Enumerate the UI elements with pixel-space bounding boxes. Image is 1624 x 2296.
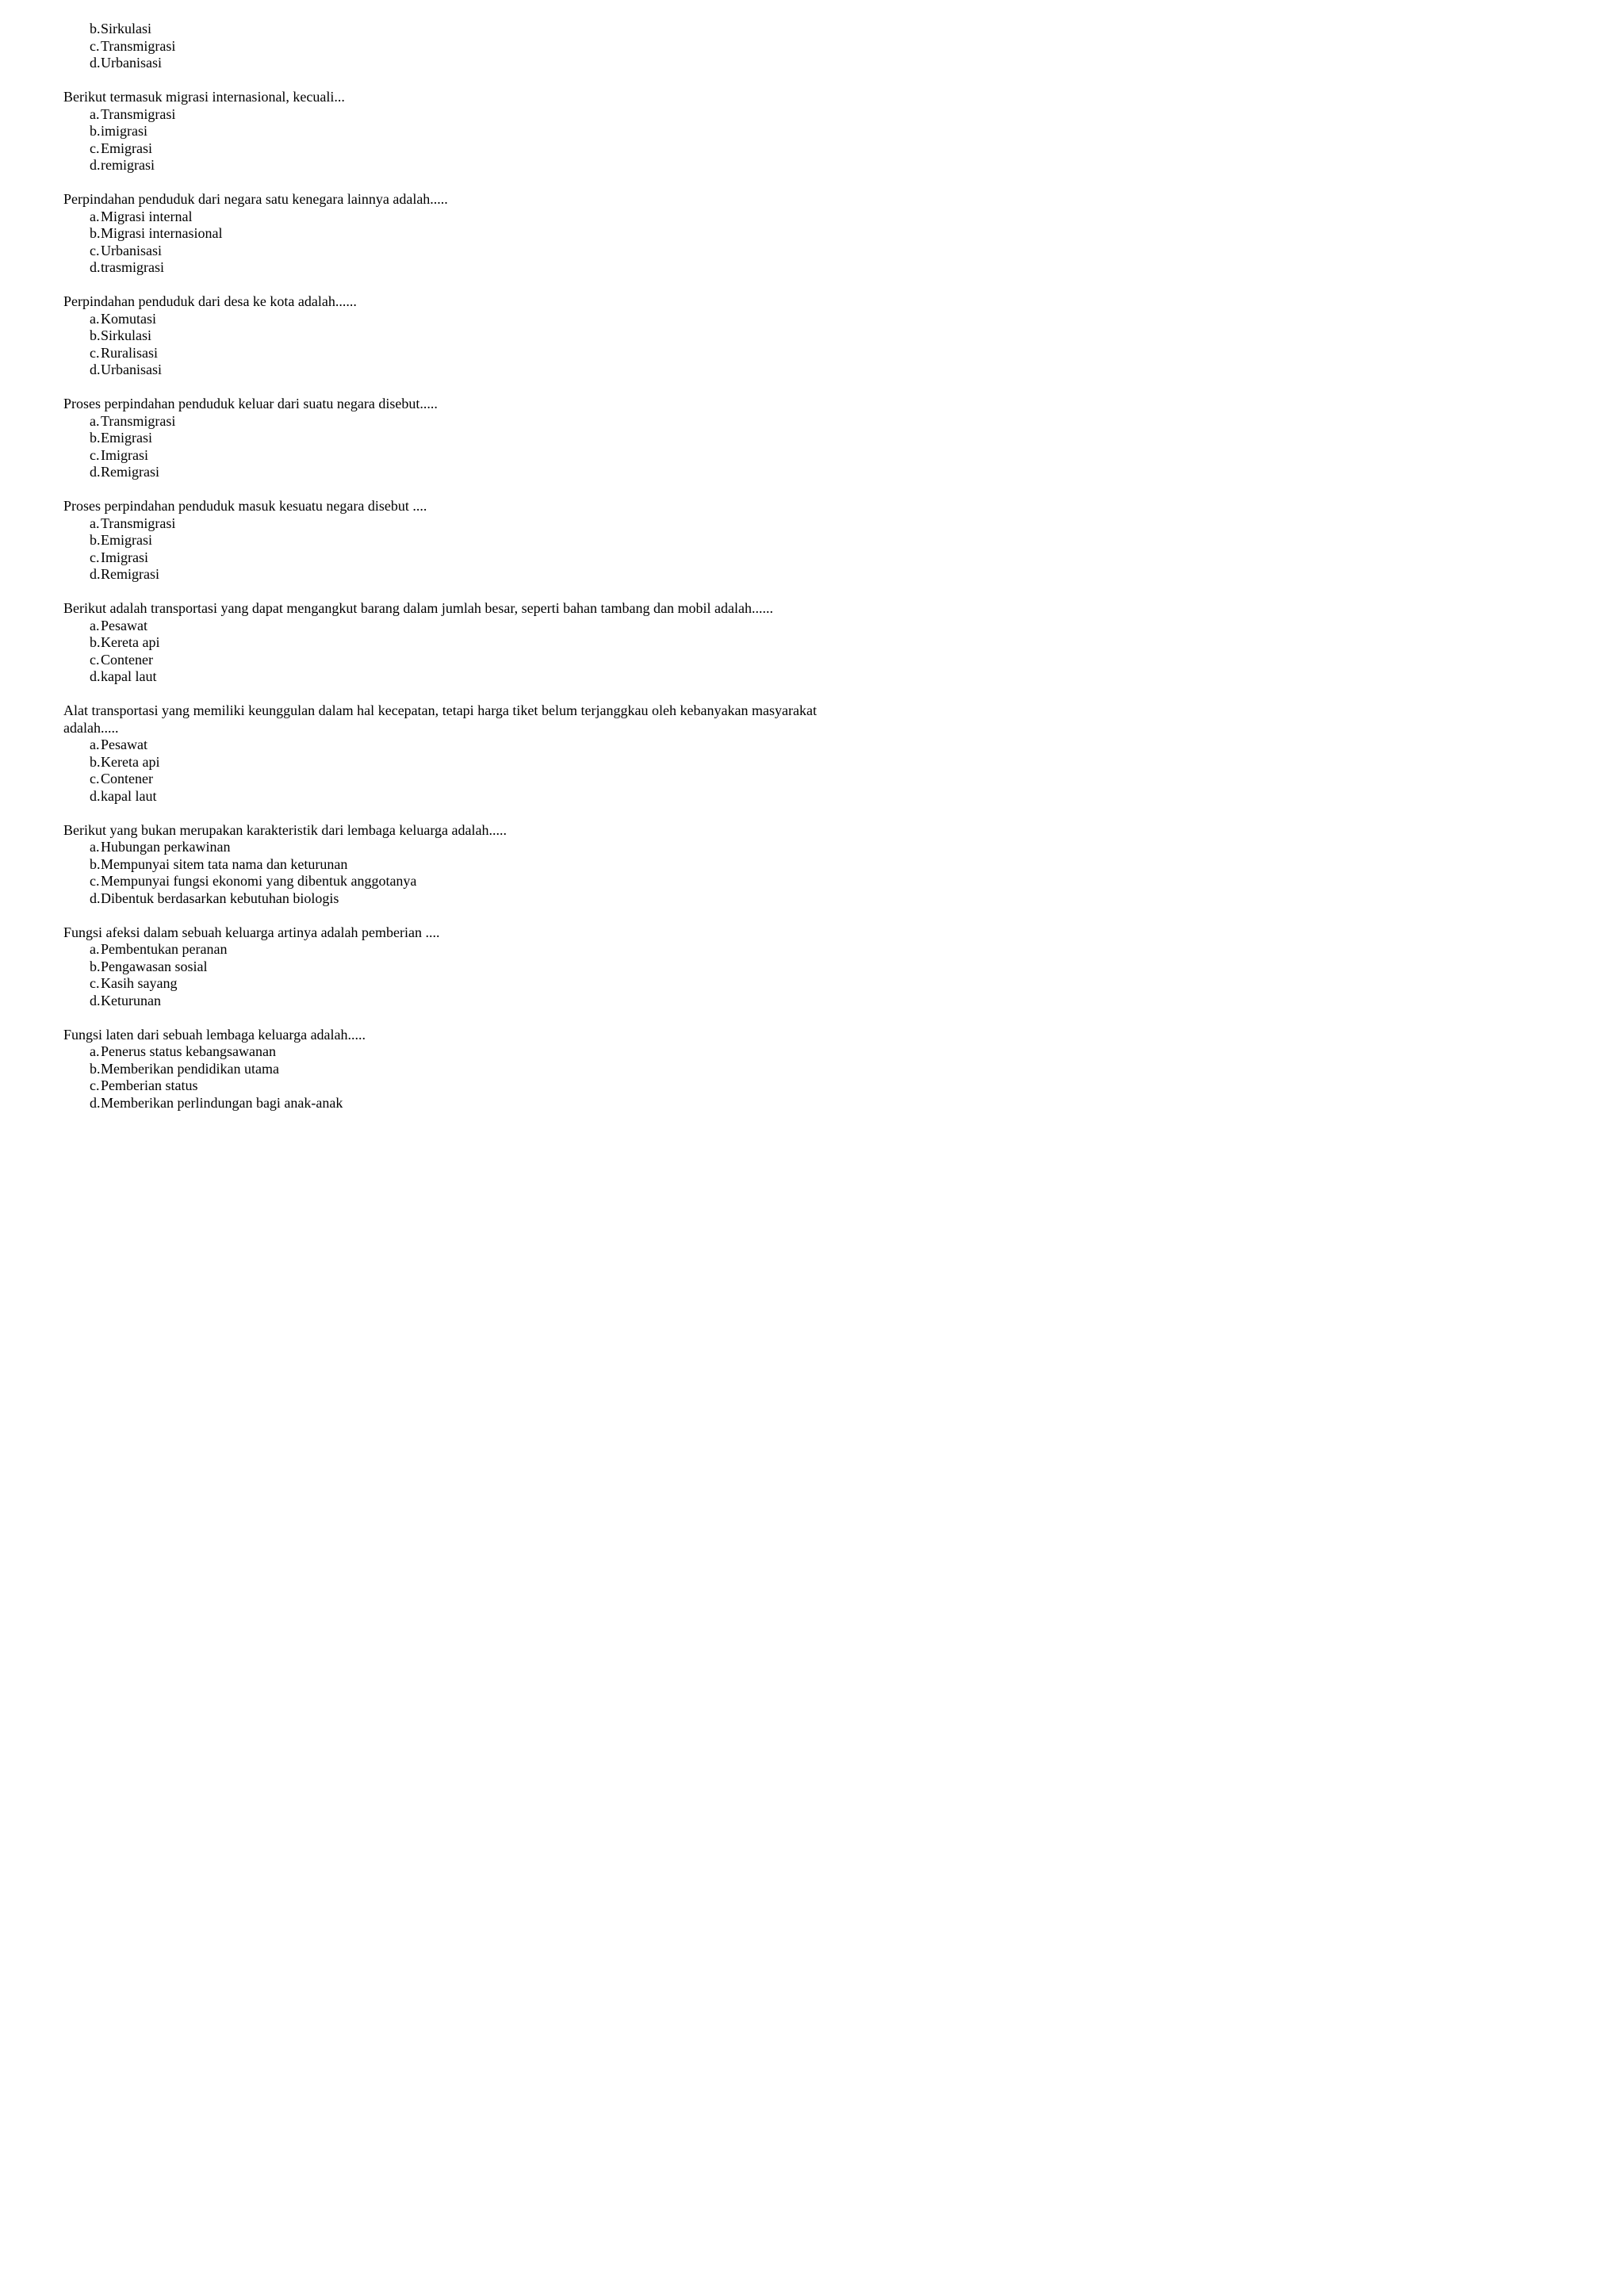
- option-text: Remigrasi: [101, 464, 159, 480]
- answer-option: [63, 55, 817, 72]
- answer-option: [63, 1095, 817, 1112]
- option-text: Remigrasi: [101, 566, 159, 582]
- option-letter: c.: [90, 873, 100, 889]
- option-text: kapal laut: [101, 787, 157, 804]
- answer-option: [63, 430, 817, 447]
- option-text: Kereta api: [101, 753, 160, 770]
- question-stem: Fungsi afeksi dalam sebuah keluarga artinya adalah pemberian ....: [63, 924, 440, 940]
- option-letter: d.: [90, 55, 101, 71]
- option-letter: c.: [90, 344, 100, 361]
- answer-option: [63, 157, 817, 174]
- answer-option: [63, 327, 817, 345]
- option-letter: c.: [90, 549, 100, 565]
- option-text: kapal laut: [101, 668, 157, 684]
- question-item: [63, 89, 817, 174]
- answer-option: [63, 21, 817, 38]
- option-text: Keturunan: [101, 992, 161, 1008]
- answer-option: [63, 788, 817, 806]
- answer-option: [63, 515, 817, 533]
- option-letter: b.: [90, 123, 101, 139]
- answer-options: [63, 839, 817, 907]
- option-letter: d.: [90, 362, 101, 377]
- answer-option: [63, 209, 817, 226]
- answer-options: [63, 413, 817, 481]
- answer-option: [63, 345, 817, 362]
- document-page: [0, 0, 872, 1234]
- answer-option: [63, 993, 817, 1010]
- answer-option: [63, 225, 817, 243]
- option-letter: a.: [90, 1043, 100, 1059]
- answer-option: [63, 1077, 817, 1095]
- option-letter: b.: [90, 430, 101, 446]
- option-letter: b.: [90, 634, 101, 650]
- option-letter: b.: [90, 1060, 101, 1077]
- option-letter: c.: [90, 242, 100, 258]
- answer-option: [63, 618, 817, 635]
- option-text: Sirkulasi: [101, 327, 152, 343]
- option-text: Urbanisasi: [101, 362, 162, 377]
- option-letter: d.: [90, 259, 101, 275]
- question-list: [63, 21, 817, 1129]
- question-stem: Fungsi laten dari sebuah lembaga keluarga adalah.....: [63, 1026, 366, 1043]
- answer-options: [63, 1043, 817, 1112]
- option-text: Ruralisasi: [101, 344, 158, 361]
- question-stem: Berikut termasuk migrasi internasional, kecuali...: [63, 89, 345, 105]
- answer-options: [63, 941, 817, 1009]
- question-item: [63, 293, 817, 379]
- answer-option: [63, 123, 817, 140]
- option-text: Kereta api: [101, 634, 160, 650]
- answer-option: [63, 38, 817, 55]
- option-letter: d.: [90, 157, 101, 173]
- option-letter: d.: [90, 1094, 101, 1111]
- option-text: Emigrasi: [101, 532, 152, 548]
- answer-option: [63, 549, 817, 567]
- option-letter: c.: [90, 771, 100, 786]
- option-text: Kasih sayang: [101, 975, 178, 991]
- answer-option: [63, 873, 817, 890]
- question-item: [63, 21, 817, 72]
- option-text: Contener: [101, 771, 153, 786]
- question-stem: Alat transportasi yang memiliki keunggulan dalam hal kecepatan, tetapi harga tiket belum terjanggkau oleh kebanyakan masyarakat adalah.....: [63, 702, 817, 736]
- option-text: Mempunyai sitem tata nama dan keturunan: [101, 855, 348, 872]
- answer-options: [63, 737, 817, 805]
- answer-options: [63, 209, 817, 277]
- option-letter: a.: [90, 941, 100, 957]
- option-text: Emigrasi: [101, 430, 152, 446]
- option-text: Emigrasi: [101, 140, 152, 156]
- question-item: [63, 924, 817, 1010]
- answer-option: [63, 464, 817, 481]
- question-item: [63, 191, 817, 277]
- option-text: Mempunyai fungsi ekonomi yang dibentuk anggotanya: [101, 873, 417, 889]
- answer-option: [63, 1043, 817, 1061]
- option-text: imigrasi: [101, 123, 147, 139]
- option-text: Urbanisasi: [101, 55, 162, 71]
- option-letter: c.: [90, 446, 100, 463]
- answer-option: [63, 856, 817, 874]
- option-text: remigrasi: [101, 157, 155, 173]
- answer-option: [63, 754, 817, 771]
- question-stem: Perpindahan penduduk dari negara satu kenegara lainnya adalah.....: [63, 191, 448, 207]
- option-letter: b.: [90, 855, 101, 872]
- answer-option: [63, 737, 817, 754]
- option-letter: c.: [90, 651, 100, 668]
- option-text: Transmigrasi: [101, 412, 176, 429]
- answer-option: [63, 362, 817, 379]
- answer-options: [63, 618, 817, 686]
- option-text: Sirkulasi: [101, 21, 152, 36]
- option-text: Transmigrasi: [101, 515, 176, 531]
- option-letter: c.: [90, 37, 100, 54]
- option-text: Hubungan perkawinan: [101, 839, 231, 855]
- option-letter: c.: [90, 1077, 100, 1093]
- option-letter: a.: [90, 839, 100, 855]
- answer-option: [63, 447, 817, 465]
- answer-option: [63, 532, 817, 549]
- question-stem: Proses perpindahan penduduk keluar dari suatu negara disebut.....: [63, 396, 438, 411]
- answer-option: [63, 1061, 817, 1078]
- option-text: Pesawat: [101, 617, 147, 633]
- option-letter: b.: [90, 327, 101, 343]
- question-item: [63, 600, 817, 686]
- option-text: Migrasi internal: [101, 208, 193, 224]
- option-text: Memberikan perlindungan bagi anak-anak: [101, 1094, 343, 1111]
- question-item: [63, 1027, 817, 1112]
- answer-options: [63, 106, 817, 174]
- option-letter: d.: [90, 668, 101, 684]
- answer-option: [63, 106, 817, 124]
- option-text: Pesawat: [101, 737, 147, 752]
- answer-option: [63, 839, 817, 856]
- answer-option: [63, 566, 817, 584]
- answer-option: [63, 959, 817, 976]
- option-letter: c.: [90, 140, 100, 156]
- option-letter: d.: [90, 992, 101, 1008]
- option-text: Pengawasan sosial: [101, 958, 208, 974]
- question-item: [63, 822, 817, 908]
- answer-options: [63, 515, 817, 584]
- answer-option: [63, 140, 817, 158]
- option-letter: b.: [90, 958, 101, 974]
- option-text: Dibentuk berdasarkan kebutuhan biologis: [101, 890, 339, 906]
- answer-option: [63, 771, 817, 788]
- option-text: Migrasi internasional: [101, 225, 223, 241]
- question-stem: Perpindahan penduduk dari desa ke kota adalah......: [63, 293, 357, 309]
- option-text: Pembentukan peranan: [101, 941, 228, 957]
- option-text: Urbanisasi: [101, 242, 162, 258]
- option-text: Imigrasi: [101, 549, 148, 565]
- answer-option: [63, 413, 817, 430]
- option-text: trasmigrasi: [101, 259, 164, 275]
- option-letter: a.: [90, 105, 100, 122]
- option-letter: b.: [90, 532, 101, 548]
- answer-option: [63, 311, 817, 328]
- answer-option: [63, 634, 817, 652]
- option-text: Transmigrasi: [101, 105, 176, 122]
- answer-option: [63, 243, 817, 260]
- question-stem: Berikut yang bukan merupakan karakteristik dari lembaga keluarga adalah.....: [63, 821, 507, 838]
- option-text: Komutasi: [101, 310, 156, 327]
- option-text: Contener: [101, 651, 153, 668]
- option-text: Imigrasi: [101, 446, 148, 463]
- option-text: Transmigrasi: [101, 37, 176, 54]
- option-letter: c.: [90, 975, 100, 991]
- option-letter: b.: [90, 21, 101, 36]
- answer-option: [63, 975, 817, 993]
- option-letter: a.: [90, 412, 100, 429]
- option-letter: d.: [90, 787, 101, 804]
- option-letter: a.: [90, 737, 100, 752]
- option-text: Pemberian status: [101, 1077, 198, 1093]
- question-item: [63, 702, 817, 805]
- option-letter: d.: [90, 464, 101, 480]
- answer-option: [63, 668, 817, 686]
- option-letter: a.: [90, 515, 100, 531]
- option-text: Penerus status kebangsawanan: [101, 1043, 276, 1059]
- option-letter: a.: [90, 310, 100, 327]
- answer-options: [63, 21, 817, 72]
- option-letter: a.: [90, 208, 100, 224]
- option-letter: d.: [90, 566, 101, 582]
- question-item: [63, 396, 817, 481]
- answer-option: [63, 259, 817, 277]
- question-stem: Proses perpindahan penduduk masuk kesuatu negara disebut ....: [63, 498, 427, 514]
- option-letter: d.: [90, 890, 101, 906]
- option-text: Memberikan pendidikan utama: [101, 1060, 279, 1077]
- option-letter: a.: [90, 617, 100, 633]
- answer-option: [63, 652, 817, 669]
- answer-option: [63, 890, 817, 908]
- question-item: [63, 498, 817, 584]
- answer-option: [63, 941, 817, 959]
- question-stem: Berikut adalah transportasi yang dapat mengangkut barang dalam jumlah besar, seperti bahan tambang dan mobil adalah......: [63, 600, 773, 616]
- option-letter: b.: [90, 753, 101, 770]
- option-letter: b.: [90, 225, 101, 241]
- answer-options: [63, 311, 817, 379]
